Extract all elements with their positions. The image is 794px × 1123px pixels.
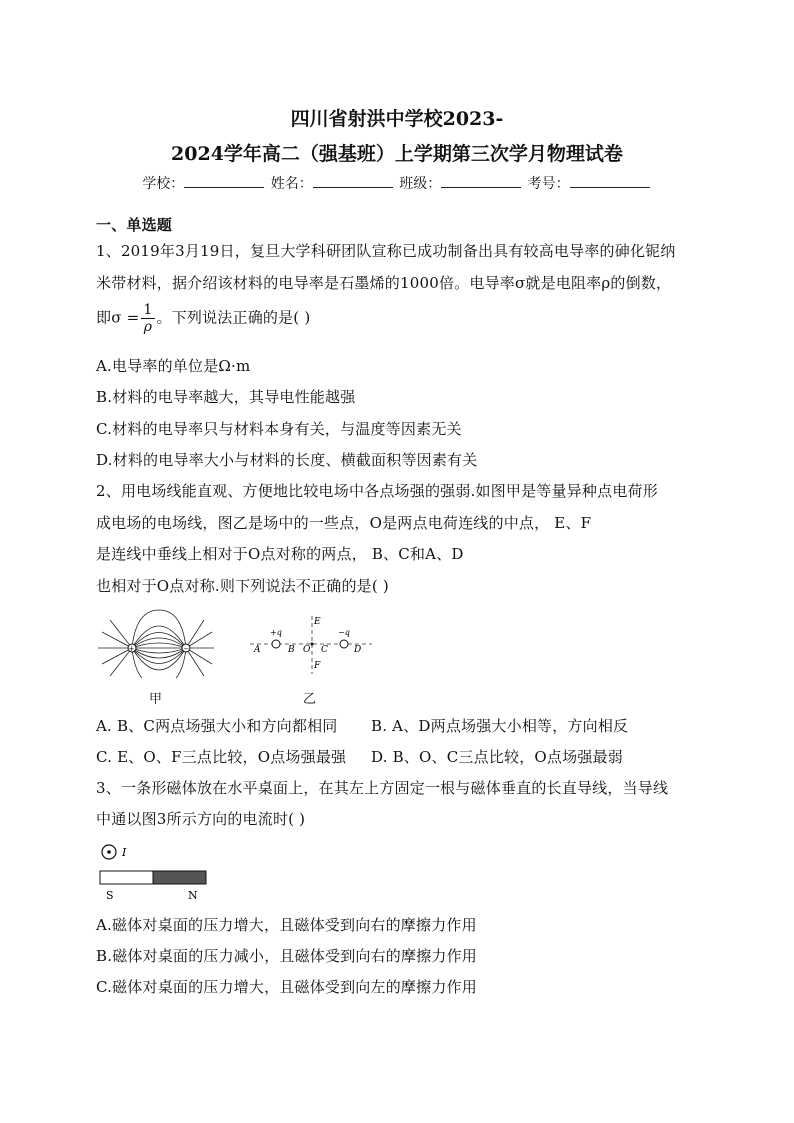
q2-line4: 也相对于O点对称.则下列说法不正确的是( ) (96, 577, 389, 595)
q1-frac-num: 1 (143, 302, 153, 318)
q1-line3-pre: 即σ = (96, 308, 140, 327)
name-blank[interactable] (313, 175, 393, 188)
svg-text:−: − (183, 645, 190, 653)
q1-line2: 米带材料，据介绍该材料的电导率是石墨烯的1000倍。电导率σ就是电阻率ρ的倒数， (96, 274, 672, 292)
q2-option-b[interactable]: B. A、D两点场强大小相等，方向相反 (371, 717, 629, 735)
label-A: A (254, 645, 261, 655)
label-minus-q: −q (338, 628, 350, 637)
q1-option-d[interactable]: D.材料的电导率大小与材料的长度、横截面积等因素有关 (96, 451, 478, 469)
page-title-line1: 四川省射洪中学校2023- (290, 108, 504, 130)
q1-line3 (96, 302, 310, 335)
q1-line3-post: 。下列说法正确的是( ) (156, 308, 311, 327)
name-label: 姓名： (270, 176, 313, 192)
q3-option-b[interactable]: B.磁体对桌面的压力减小，且磁体受到向右的摩擦力作用 (96, 947, 477, 965)
q3-line2: 中通以图3所示方向的电流时( ) (96, 810, 306, 828)
current-label: I (122, 846, 127, 859)
class-blank[interactable] (441, 175, 521, 188)
label-F: F (314, 661, 321, 671)
label-E: E (314, 617, 321, 627)
q3-option-a[interactable]: A.磁体对桌面的压力增大，且磁体受到向右的摩擦力作用 (96, 916, 477, 934)
q1-option-c[interactable]: C.材料的电导率只与材料本身有关，与温度等因素无关 (96, 420, 462, 438)
school-label: 学校： (142, 176, 185, 192)
exam-no-label: 考号： (527, 176, 570, 192)
label-B: B (288, 645, 295, 655)
school-blank[interactable] (184, 175, 264, 188)
magnet-s-label: S (106, 889, 114, 902)
page-title-line2: 2024学年高二（强基班）上学期第三次学月物理试卷 (171, 143, 623, 165)
svg-text:+: + (128, 645, 135, 653)
figure-yi-points (246, 614, 376, 680)
q1-option-b[interactable]: B.材料的电导率越大，其导电性能越强 (96, 388, 356, 406)
q1-line1: 1、2019年3月19日，复旦大学科研团队宣称已成功制备出具有较高电导率的砷化铌纳 (96, 242, 676, 260)
figure-yi-caption: 乙 (303, 692, 317, 707)
magnet-n-label: N (188, 889, 198, 902)
q2-line2: 成电场的电场线，图乙是场中的一些点，O是两点电荷连线的中点， E、F (96, 514, 592, 532)
q1-fraction (141, 302, 154, 335)
label-plus-q: +q (270, 628, 282, 637)
q2-line1: 2、用电场线能直观、方便地比较电场中各点场强的强弱.如图甲是等量异种点电荷形 (96, 482, 658, 500)
student-info-row (0, 173, 794, 193)
q3-option-c[interactable]: C.磁体对桌面的压力增大，且磁体受到向左的摩擦力作用 (96, 978, 477, 996)
section-heading: 一、单选题 (96, 216, 173, 234)
label-O: O (303, 645, 311, 655)
exam-no-blank[interactable] (570, 175, 650, 188)
q2-option-a[interactable]: A. B、C两点场强大小和方向都相同 (96, 717, 338, 735)
figure-magnet-wire (96, 840, 216, 904)
q1-frac-den: ρ (143, 319, 153, 335)
label-D: D (354, 645, 362, 655)
q2-line3: 是连线中垂线上相对于O点对称的两点， B、C和A、D (96, 545, 464, 563)
q3-line1: 3、一条形磁体放在水平桌面上，在其左上方固定一根与磁体垂直的长直导线，当导线 (96, 779, 669, 797)
label-C: C (321, 645, 328, 655)
figure-jia-caption: 甲 (149, 692, 163, 707)
class-label: 班级： (399, 176, 442, 192)
q1-option-a[interactable]: A.电导率的单位是Ω·m (96, 357, 251, 375)
q2-option-c[interactable]: C. E、O、F三点比较，O点场强最强 (96, 748, 347, 766)
figure-jia-field-lines (96, 608, 216, 678)
q2-option-d[interactable]: D. B、O、C三点比较，O点场强最弱 (371, 748, 623, 766)
